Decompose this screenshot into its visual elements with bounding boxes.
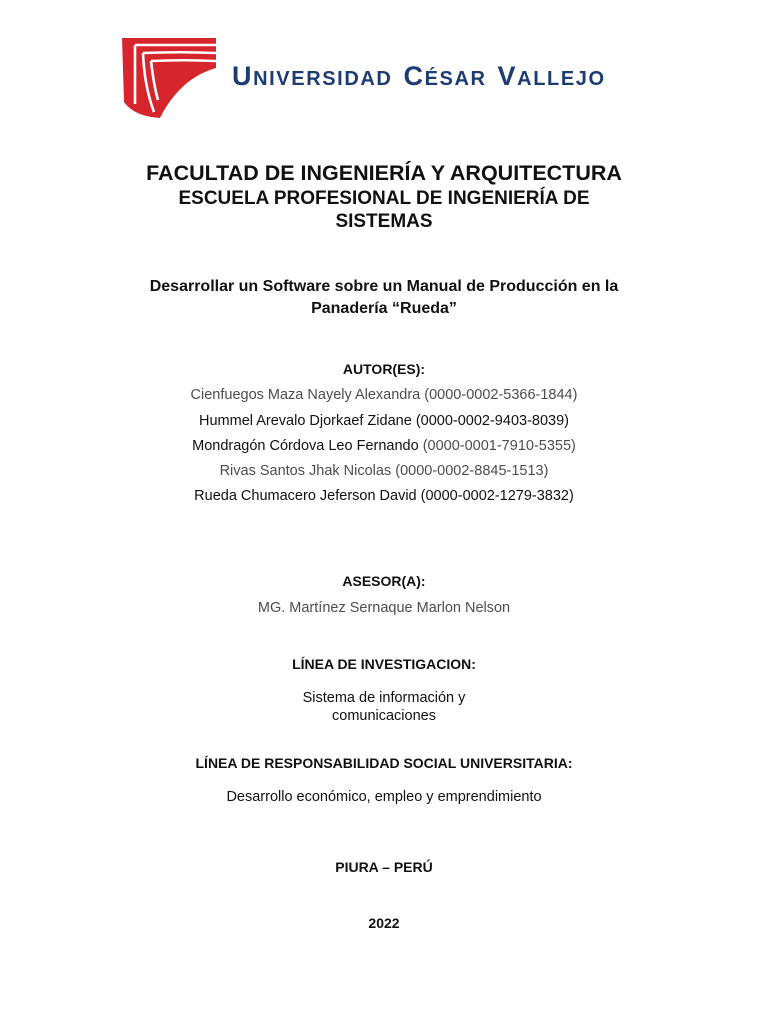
author-name: Rueda Chumacero Jeferson David (194, 488, 417, 504)
thesis-title-line-1: Desarrollar un Software sobre un Manual de Producción en la (149, 278, 619, 295)
advisor-heading: ASESOR(A): (342, 573, 426, 589)
school-name-line-2: SISTEMAS (335, 211, 433, 232)
social-responsibility-text: Desarrollo económico, empleo y emprendimiento (226, 789, 542, 805)
author-row (0, 437, 768, 455)
research-line-text-1: Sistema de información y (302, 690, 466, 706)
author-orcid: (0000-0002-5366-1844) (424, 387, 578, 403)
social-responsibility-heading: LÍNEA DE RESPONSABILIDAD SOCIAL UNIVERSITARIA: (195, 755, 573, 771)
research-line-text-2: comunicaciones (332, 708, 436, 724)
logo-word: CÉSAR (403, 61, 487, 91)
logo-word: VALLEJO (497, 61, 606, 91)
university-name-logo (232, 60, 606, 92)
author-row (0, 412, 768, 430)
author-row (0, 386, 768, 404)
faculty-title: FACULTAD DE INGENIERÍA Y ARQUITECTURA (146, 161, 622, 185)
author-orcid: (0000-0002-8845-1513) (395, 463, 549, 479)
authors-heading: AUTOR(ES): (342, 361, 426, 377)
school-name-line-1: ESCUELA PROFESIONAL DE INGENIERÍA DE (178, 188, 590, 209)
logo-word: UNIVERSIDAD (232, 61, 393, 91)
advisor-name: MG. Martínez Sernaque Marlon Nelson (257, 600, 511, 616)
author-name: Mondragón Córdova Leo Fernando (192, 438, 419, 454)
research-line-heading: LÍNEA DE INVESTIGACION: (292, 656, 476, 672)
author-orcid: (0000-0001-7910-5355) (422, 438, 576, 454)
author-name: Cienfuegos Maza Nayely Alexandra (190, 387, 421, 403)
thesis-title-line-2: Panadería “Rueda” (311, 300, 457, 317)
author-orcid: (0000-0002-1279-3832) (420, 488, 574, 504)
author-orcid: (0000-0002-9403-8039) (415, 413, 569, 429)
author-row (0, 462, 768, 480)
author-name: Rivas Santos Jhak Nicolas (219, 463, 392, 479)
author-name: Hummel Arevalo Djorkaef Zidane (199, 413, 412, 429)
university-shield-logo (122, 38, 216, 118)
author-row (0, 487, 768, 505)
year: 2022 (368, 915, 400, 931)
place: PIURA – PERÚ (335, 859, 433, 875)
